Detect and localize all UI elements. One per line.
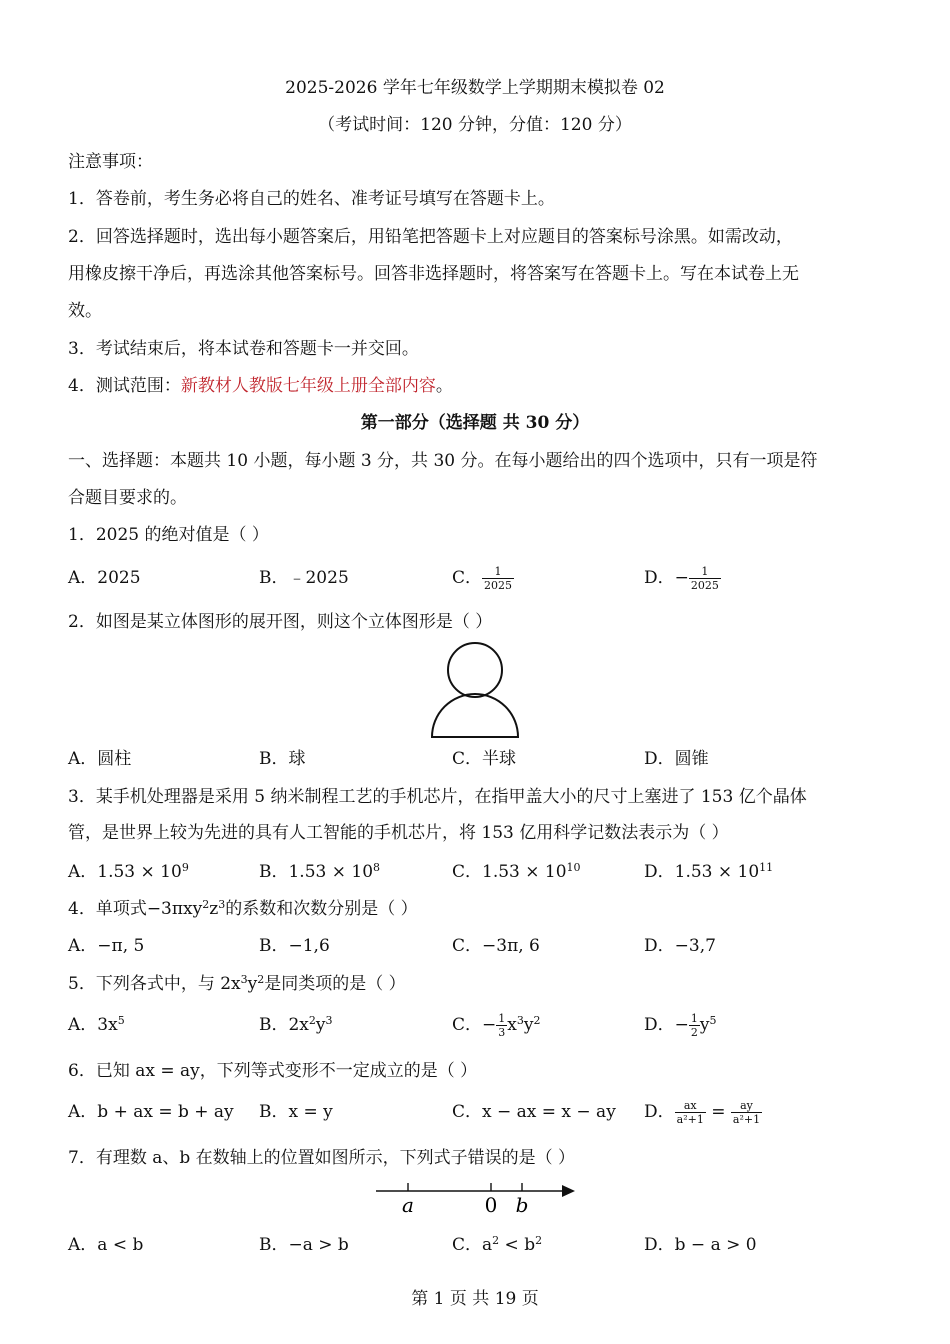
exponent: 2 <box>308 1014 316 1027</box>
exponent: 2 <box>533 1014 541 1027</box>
q7-options <box>68 1232 888 1262</box>
q5-stem <box>68 972 884 996</box>
q4-option-d: D．−3,7 <box>644 936 716 956</box>
notice-item-4 <box>68 374 884 398</box>
part1-heading: 第一部分（选择题 共 30 分） <box>360 413 590 433</box>
q5-stem-suffix: 是同类项的是（ ） <box>264 974 406 994</box>
q6-option-d-fraction-left <box>675 1099 706 1126</box>
exam-title: 2025-2026 学年七年级数学上学期期末模拟卷 02 <box>285 78 665 98</box>
axis-arrow <box>562 1185 575 1197</box>
q4-stem-suffix: 的系数和次数分别是（ ） <box>225 899 418 919</box>
q4-option-a: A．−π, 5 <box>68 936 145 956</box>
q5-option-d <box>644 1012 716 1039</box>
notice-item-1: 1．答卷前，考生务必将自己的姓名、准考证号填写在答题卡上。 <box>68 189 555 209</box>
exponent: 3 <box>516 1014 524 1027</box>
fraction-denominator: a²+1 <box>732 1113 761 1126</box>
q2-option-b: B．球 <box>259 749 306 769</box>
q4-option-b: B．−1,6 <box>259 936 330 956</box>
option-text: D．1.53 × 10 <box>644 862 760 882</box>
q4-option-c: C．−3π, 6 <box>452 936 540 956</box>
q1-option-c <box>452 565 514 592</box>
equals-sign: = <box>705 1102 731 1122</box>
notice-item-4-prefix: 4．测试范围： <box>68 376 181 396</box>
q7-option-d: D．b − a > 0 <box>644 1235 757 1255</box>
q4-stem-var: z <box>209 899 219 919</box>
q2-stem: 2．如图是某立体图形的展开图，则这个立体图形是（ ） <box>68 612 493 632</box>
option-text: B．1.53 × 10 <box>259 862 374 882</box>
exponent: 2 <box>492 1234 500 1247</box>
q5-option-a <box>68 1012 125 1038</box>
q5-option-c <box>452 1012 540 1039</box>
q1-option-d-fraction <box>689 565 721 592</box>
part1-intro-line-2: 合题目要求的。 <box>68 488 187 508</box>
option-text: D． <box>644 1102 675 1122</box>
q1-option-a: A．2025 <box>68 568 141 588</box>
q7-option-a: A．a < b <box>68 1235 144 1255</box>
q5-stem-prefix: 5．下列各式中，与 2x <box>68 974 241 994</box>
q5-options <box>68 1012 888 1042</box>
q1-options <box>68 565 888 595</box>
q3-option-d <box>644 859 773 885</box>
option-text: < b <box>499 1235 536 1255</box>
exponent: 5 <box>117 1014 125 1027</box>
exponent: 3 <box>325 1014 333 1027</box>
exponent: 2 <box>535 1234 543 1247</box>
notice-item-2-line-1: 2．回答选择题时，选出每小题答案后，用铅笔把答题卡上对应题目的答案标号涂黑。如需改动， <box>68 227 793 247</box>
q5-option-b <box>259 1012 333 1038</box>
fraction-numerator: ay <box>731 1099 762 1113</box>
q6-option-d-fraction-right <box>731 1099 762 1126</box>
exponent: 2 <box>257 973 265 986</box>
fraction-numerator: 1 <box>689 565 721 579</box>
notice-item-2-line-2: 用橡皮擦干净后，再选涂其他答案标号。回答非选择题时，将答案写在答题卡上。写在本试卷上无 <box>68 264 799 284</box>
exponent: 10 <box>566 861 581 874</box>
q6-stem: 6．已知 ax = ay，下列等式变形不一定成立的是（ ） <box>68 1061 478 1081</box>
notice-item-2-line-3: 效。 <box>68 301 102 321</box>
q3-option-b <box>259 859 380 885</box>
fraction-denominator: 2025 <box>690 579 719 592</box>
exponent: 3 <box>218 898 226 911</box>
fraction-numerator: 1 <box>498 1012 506 1025</box>
page-footer: 第 1 页 共 19 页 <box>411 1289 539 1309</box>
q2-option-c: C．半球 <box>452 749 517 769</box>
axis-label-b: b <box>515 1193 529 1217</box>
option-text: A．3x <box>68 1015 118 1035</box>
fraction-numerator: 1 <box>482 565 514 579</box>
fraction-denominator: 2025 <box>484 579 513 592</box>
exam-subtitle: （考试时间：120 分钟，分值：120 分） <box>318 115 632 135</box>
option-text: C．− <box>452 1015 497 1035</box>
option-var: y <box>523 1015 534 1035</box>
q2-option-d: D．圆锥 <box>644 749 709 769</box>
axis-label-0: 0 <box>484 1193 498 1217</box>
q3-stem-line-1: 3．某手机处理器是采用 5 纳米制程工艺的手机芯片，在指甲盖大小的尺寸上塞进了 153 亿个晶体 <box>68 787 807 807</box>
q3-stem-line-2: 管，是世界上较为先进的具有人工智能的手机芯片，将 153 亿用科学记数法表示为（ ） <box>68 823 729 843</box>
fraction-denominator: 2 <box>690 1026 698 1039</box>
q7-option-b: B．−a > b <box>259 1235 349 1255</box>
exponent: 8 <box>373 861 381 874</box>
q7-option-c <box>452 1232 542 1258</box>
q6-option-b: B．x = y <box>259 1102 333 1122</box>
q4-stem-prefix: 4．单项式−3πxy <box>68 899 203 919</box>
option-var: y <box>699 1015 710 1035</box>
notice-heading: 注意事项： <box>68 152 153 172</box>
q3-option-c <box>452 859 581 885</box>
q6-option-a: A．b + ax = b + ay <box>68 1102 234 1122</box>
q3-option-a <box>68 859 189 885</box>
q6-option-d <box>644 1099 762 1126</box>
q6-options <box>68 1099 888 1129</box>
q2-options <box>68 746 888 776</box>
q1-option-d <box>644 565 721 592</box>
q1-option-c-label: C． <box>452 568 483 588</box>
net-semicircle <box>432 694 518 737</box>
axis-label-a: a <box>402 1193 414 1217</box>
option-text: A．1.53 × 10 <box>68 862 182 882</box>
q7-number-line <box>370 1175 580 1220</box>
exponent: 2 <box>202 898 210 911</box>
fraction-numerator: 1 <box>690 1012 698 1025</box>
option-text: C．1.53 × 10 <box>452 862 567 882</box>
q5-option-c-fraction <box>496 1012 507 1039</box>
fraction-denominator: 3 <box>498 1026 506 1039</box>
option-text: C．a <box>452 1235 493 1255</box>
q7-stem: 7．有理数 a、b 在数轴上的位置如图所示，下列式子错误的是（ ） <box>68 1148 576 1168</box>
exponent: 3 <box>240 973 248 986</box>
q1-option-b: B．﹣2025 <box>259 568 349 588</box>
notice-item-3: 3．考试结束后，将本试卷和答题卡一并交回。 <box>68 339 419 359</box>
q4-stem <box>68 897 884 921</box>
fraction-numerator: ax <box>675 1099 706 1113</box>
exponent: 11 <box>759 861 774 874</box>
exponent: 9 <box>181 861 189 874</box>
q1-option-c-fraction <box>482 565 514 592</box>
q2-net-figure <box>425 640 525 740</box>
q1-stem: 1．2025 的绝对值是（ ） <box>68 525 269 545</box>
option-text: B．2x <box>259 1015 309 1035</box>
option-var: y <box>315 1015 326 1035</box>
q1-option-d-label: D．− <box>644 568 689 588</box>
q3-options <box>68 859 888 889</box>
exponent: 5 <box>709 1014 717 1027</box>
notice-item-4-suffix: 。 <box>435 376 453 396</box>
notice-item-4-scope: 新教材人教版七年级上册全部内容 <box>180 376 436 396</box>
q4-options <box>68 933 888 963</box>
net-circle <box>448 643 502 697</box>
q5-option-d-fraction <box>689 1012 700 1039</box>
q5-stem-var: y <box>247 974 258 994</box>
option-text: D．− <box>644 1015 689 1035</box>
part1-intro-line-1: 一、选择题：本题共 10 小题，每小题 3 分，共 30 分。在每小题给出的四个选项中，只有一项是符 <box>68 451 818 471</box>
fraction-denominator: a²+1 <box>676 1113 704 1126</box>
option-var: x <box>507 1015 517 1035</box>
q6-option-c: C．x − ax = x − ay <box>452 1102 616 1122</box>
q2-option-a: A．圆柱 <box>68 749 132 769</box>
